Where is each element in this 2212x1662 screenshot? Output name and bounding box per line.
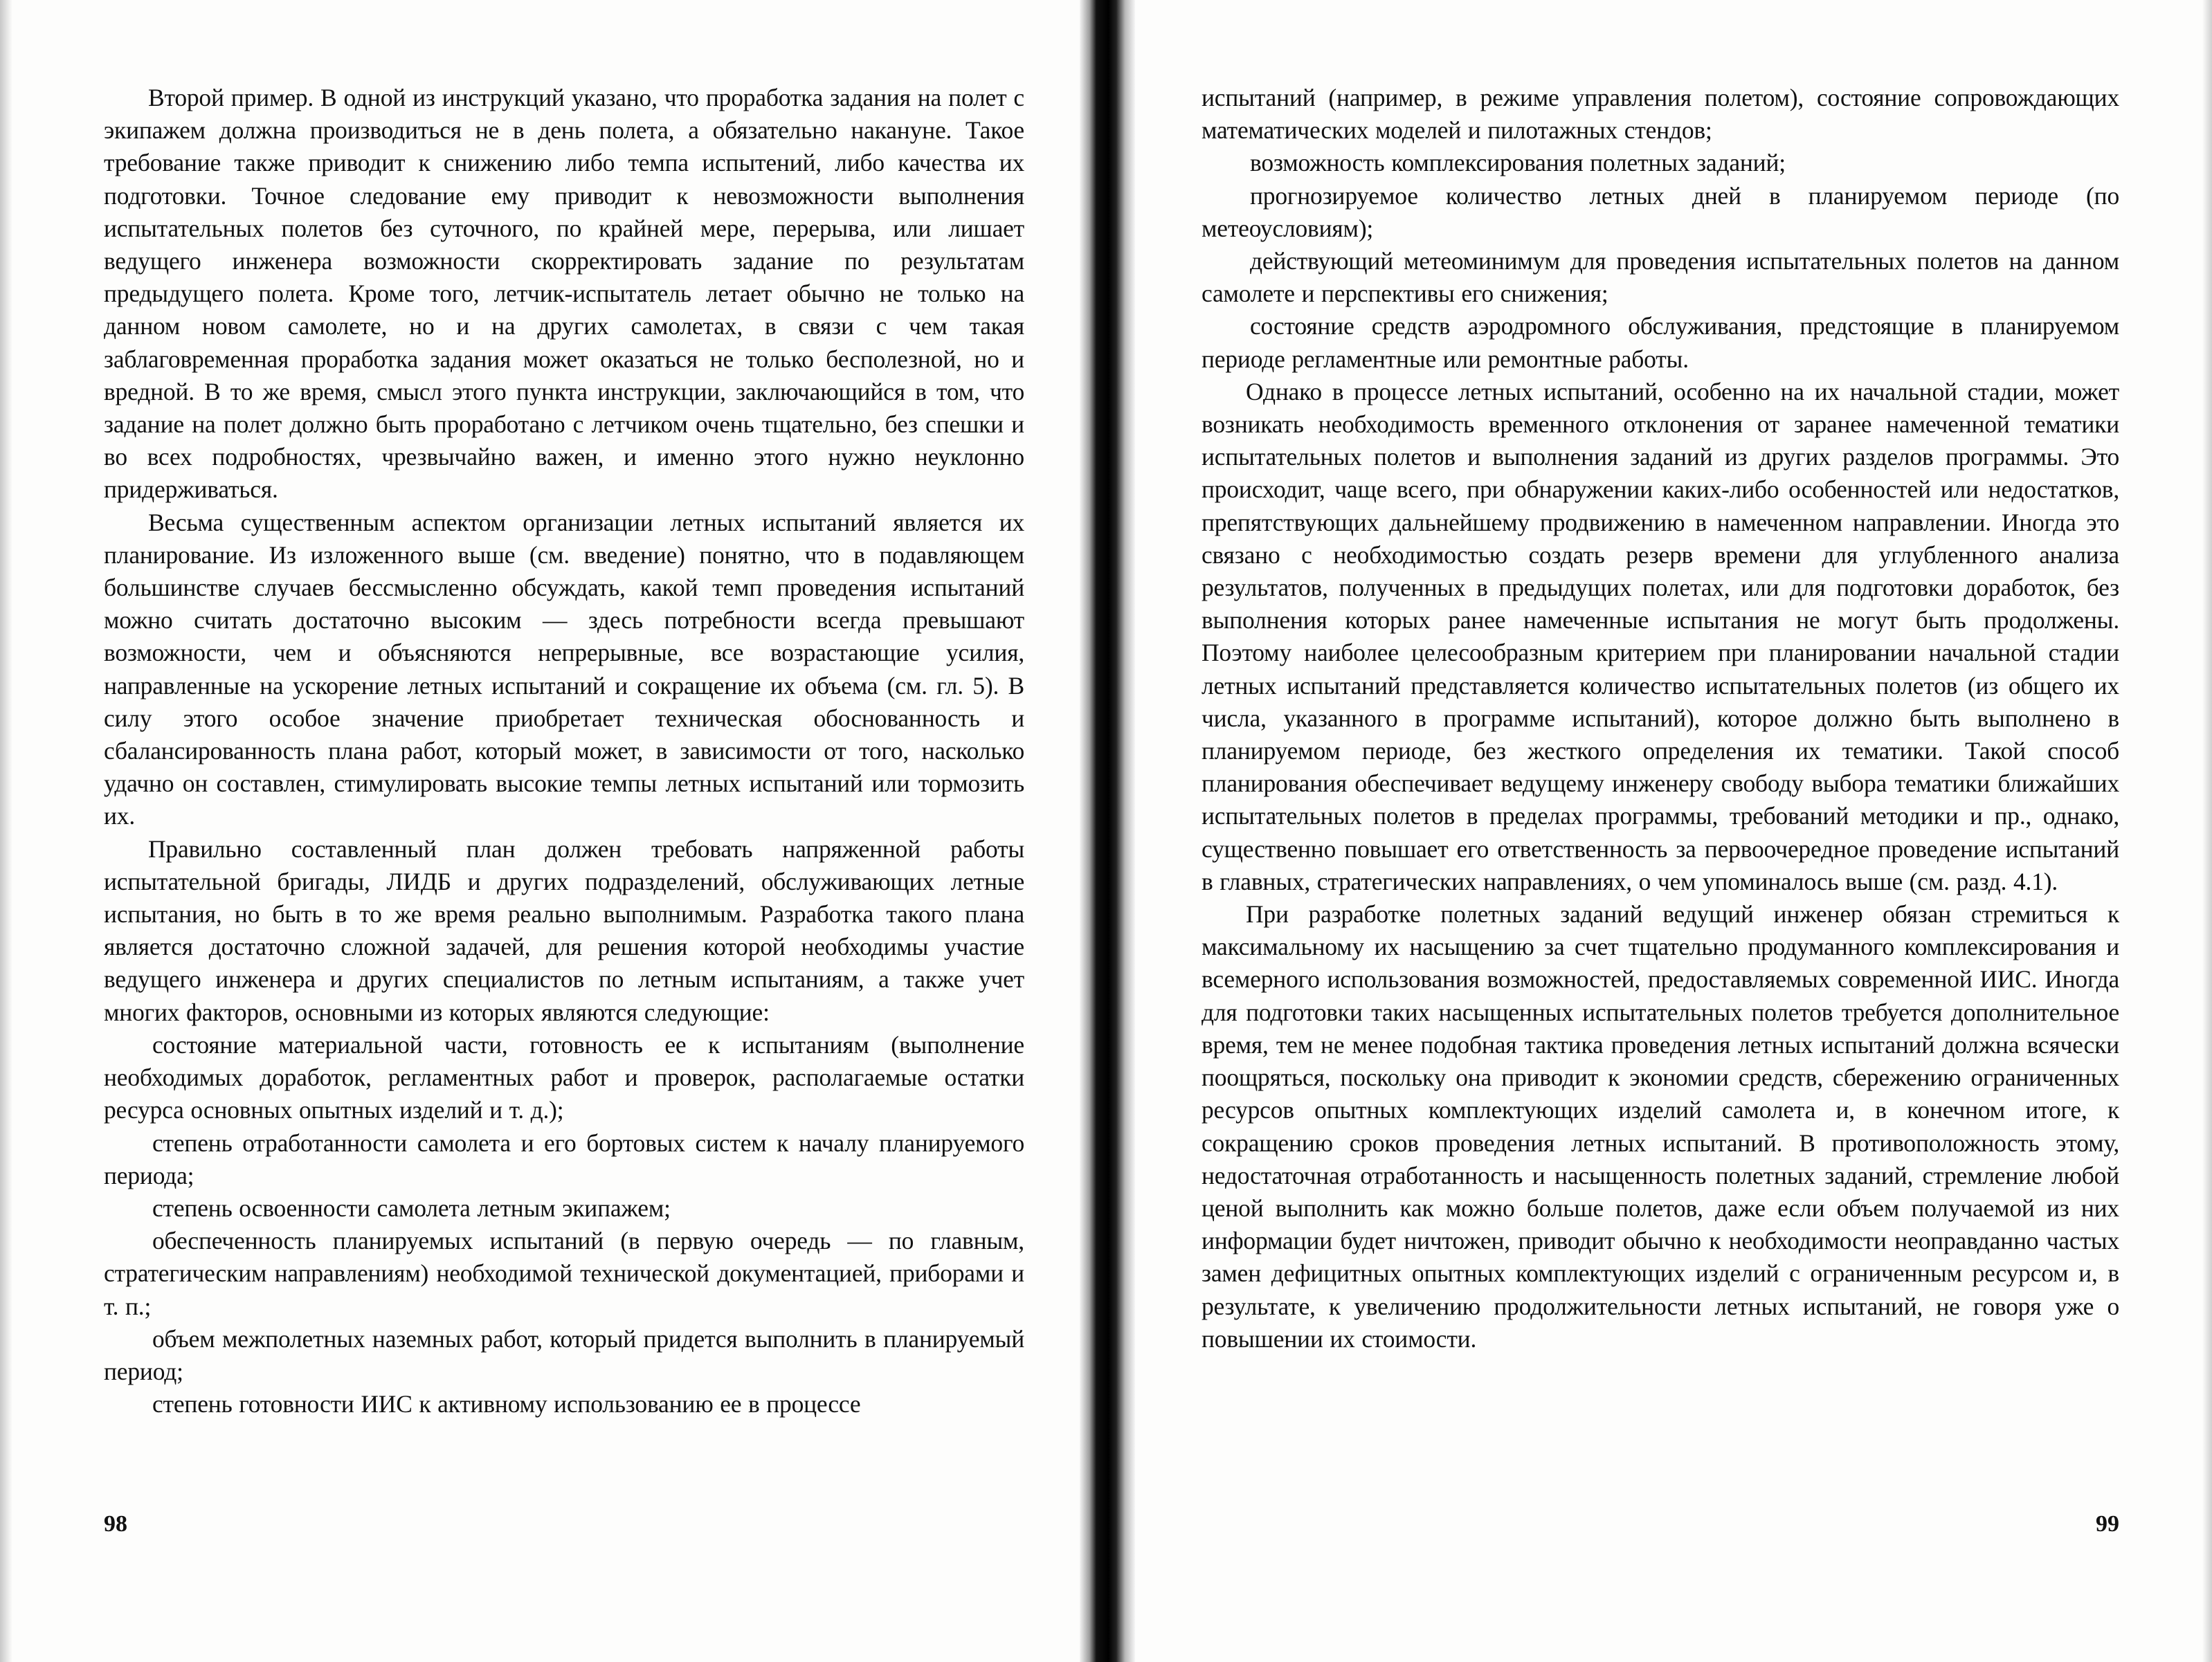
page-left-text [104, 82, 1024, 1421]
paragraph: Второй пример. В одной из инструкций указано, что проработка задания на полет с экипажем должна производиться не в день полета, а обязательно накануне. Такое требование также приводит к снижению либо темпа испытений, либо качества их подготовки. Точное следование ему приводит к невозможности выполнения испытательных полетов без суточного, по крайней мере, перерыва, или лишает ведущего инженера возможности скорректировать задание по результатам предыдущего полета. Кроме того, летчик-испытатель летает обычно не только на данном новом самолете, но и на других самолетах, в связи с чем такая заблаговременная проработка задания может оказаться не только бесполезной, но и вредной. В то же время, смысл этого пункта инструкции, заключающийся в том, что задание на полет должно быть проработано с летчиком очень тщательно, без спешки и во всех подробностях, чрезвычайно важен, и именно этого нужно неуклонно придерживаться. [104, 84, 1024, 504]
paragraph: Однако в процессе летных испытаний, особенно на их начальной стадии, может возникать необходимость временного отклонения от заранее намеченной тематики испытательных полетов и выполнения заданий из других разделов программы. Это происходит, чаще всего, при обнаружении каких-либо особенностей или недостатков, препятствующих дальнейшему продвижению в намеченном направлении. Иногда это связано с необходимостью создать резерв времени для углубленного анализа результатов, полученных в предыдущих полетах, или для подготовки доработок, без выполнения которых ранее намеченные испытания не могут быть продолжены. Поэтому наиболее целесообразным критерием при планировании начальной стадии летных испытаний представляется количество испытательных полетов (из общего их числа, указанного в программе испытаний), которое должно быть выполнено в планируемом периоде, без жесткого определения их тематики. Такой способ планирования обеспечивает ведущему инженеру свободу выбора тематики ближайших испытательных полетов в пределах программы, требований методики и пр., однако, существенно повышает его ответственность за первоочередное проведение испытаний в главных, стратегических направлениях, о чем упоминалось выше (см. разд. 4.1). [1202, 377, 2119, 895]
paragraph: При разработке полетных заданий ведущий инженер обязан стремиться к максимальному их насыщению за счет тщательно продуманного комплексирования и всемерного использования возможностей, предоставляемых современной ИИС. Иногда для подготовки таких насыщенных испытательных полетов требуется дополнительное время, тем не менее подобная тактика проведения летных испытаний должна всячески поощряться, поскольку она приводит к экономии средств, сбережению ограниченных ресурсов опытных комплектующих изделий самолета и, в конечном итоге, к сокращению сроков проведения летных испытаний. В противоположность этому, недостаточная отработанность и насыщенность полетных заданий, стремление любой ценой выполнить как можно больше полетов, даже если объем получаемой из них информации будет ничтожен, приводит обычно к необходимости неоправданно частых замен дефицитных опытных комплектующих изделий с ограниченным ресурсом и, в результате, к увеличению продолжительности летных испытаний, не говоря уже о повышении их стоимости. [1202, 900, 2119, 1353]
page-left [0, 0, 1080, 1662]
paragraph: Весьма существенным аспектом организации летных испытаний является их планирование. Из изложенного выше (см. введение) понятно, что в подавляющем большинстве случаев бессмысленно обсуждать, какой темп проведения испытаний можно считать достаточно высоким — здесь потребности всегда превышают возможности, чем и объясняются непрерывные, все возрастающие усилия, направленные на ускорение летных испытаний и сокращение их объема (см. гл. 5). В силу этого особое значение приобретает техническая обоснованность и сбалансированность плана работ, который может, в зависимости от того, насколько удачно он составлен, стимулировать высокие темпы летных испытаний или тормозить их. [104, 508, 1024, 830]
list-item: действующий метеоминимум для проведения испытательных полетов на данном самолете и перспективы его снижения; [1202, 247, 2119, 308]
list-item: обеспеченность планируемых испытаний (в первую очередь — по главным, стратегическим направлениям) необходимой технической документацией, приборами и т. п.; [104, 1227, 1024, 1320]
list-item: объем межполетных наземных работ, который придется выполнить в планируемый период; [104, 1324, 1024, 1385]
page-number-left: 98 [104, 1511, 127, 1537]
paragraph-continuation: испытаний (например, в режиме управления полетом), состояние сопровождающих математических моделей и пилотажных стендов; [1202, 84, 2119, 145]
list-item: степень освоенности самолета летным экипажем; [152, 1194, 671, 1222]
page-number-right: 99 [2096, 1511, 2119, 1537]
list-item: возможность комплексирования полетных заданий; [1250, 149, 1786, 177]
page-right [1135, 0, 2212, 1662]
book-spine [1080, 0, 1135, 1662]
list-item: состояние средств аэродромного обслуживания, предстоящие в планируемом периоде регламентные или ремонтные работы. [1202, 312, 2119, 373]
paragraph: Правильно составленный план должен требовать напряженной работы испытательной бригады, ЛИДБ и других подразделений, обслуживающих летные испытания, но быть в то же время реально выполнимым. Разработка такого плана является достаточно сложной задачей, для решения которой необходимы участие ведущего инженера и других специалистов по летным испытаниям, а также учет многих факторов, основными из которых являются следующие: [104, 834, 1024, 1026]
list-item: состояние материальной части, готовность ее к испытаниям (выполнение необходимых доработок, регламентных работ и проверок, располагаемые остатки ресурса основных опытных изделий и т. д.); [104, 1030, 1024, 1124]
page-right-text [1202, 82, 2119, 1355]
list-item: степень отработанности самолета и его бортовых систем к началу планируемого периода; [104, 1129, 1024, 1189]
list-item: прогнозируемое количество летных дней в планируемом периоде (по метеоусловиям); [1202, 181, 2119, 242]
scan-edge-right [2202, 0, 2212, 1662]
list-item: степень готовности ИИС к активному использованию ее в процессе [152, 1390, 861, 1418]
